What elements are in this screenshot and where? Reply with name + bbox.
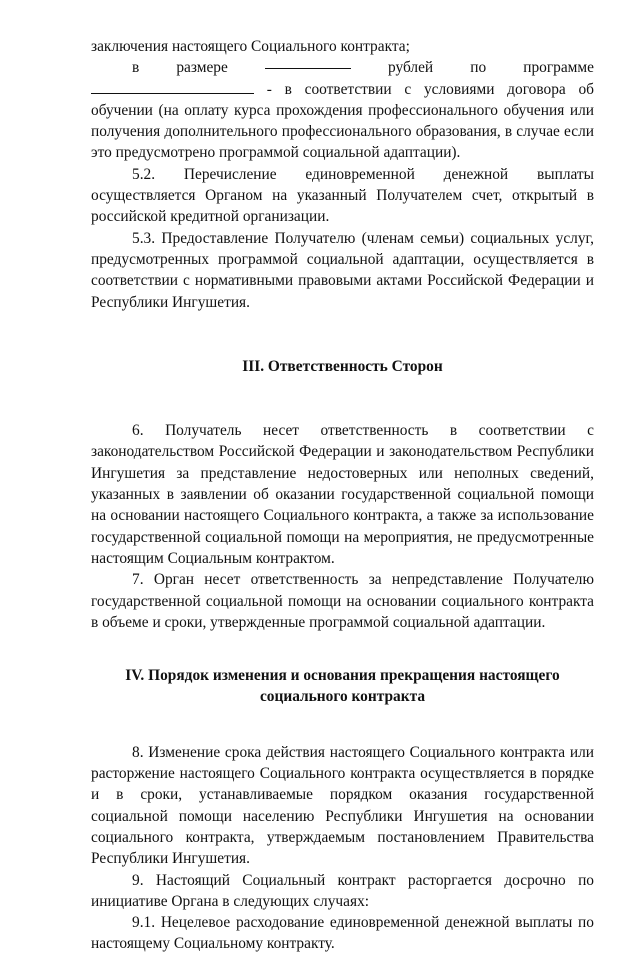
section-heading-4-line-1: IV. Порядок изменения и основания прекращения настоящего — [125, 667, 560, 685]
program-blank-field — [91, 79, 254, 94]
paragraph-5-3: 5.3. Предоставление Получателю (членам семьи) социальных услуг, предусмотренных программой социальной адаптации, осуществляется в соответствии с нормативными правовыми актами Российской Федерации и Республики Ингушетия. — [91, 229, 594, 311]
word-rubley: рублей — [387, 59, 434, 77]
amount-blank-field — [265, 54, 351, 69]
program-line-text: - в соответствии с условиями договора об — [254, 80, 594, 98]
paragraph-training: обучении (на оплату курса прохождения профессионального обучения или получения дополнительного профессионального образования, в случае если это предусмотрено программой социальной адаптации). — [91, 101, 594, 162]
paragraph-9: 9. Настоящий Социальный контракт расторгается досрочно по инициативе Органа в следующих случаях: — [91, 871, 594, 910]
word-po: по — [470, 59, 487, 77]
section-heading-4-line-2: социального контракта — [259, 688, 426, 706]
word-v: в — [132, 59, 140, 77]
section-heading-3: III. Ответственность Сторон — [242, 357, 443, 375]
paragraph-5-2: 5.2. Перечисление единовременной денежной выплаты осуществляется Органом на указанный Получателем счет, открытый в российской кредитной организации. — [91, 165, 594, 226]
paragraph-line-contract-conclusion: заключения настоящего Социального контракта; — [91, 38, 410, 55]
paragraph-8: 8. Изменение срока действия настоящего Социального контракта или расторжение настоящего Социального контракта осуществляется в порядке и в сроки, устанавливаемые порядком оказания государственной социальной помощи населению Республики Ингушетия на основании социального контракта, утверждаемым постановлением Правительства Республики Ингушетия. — [91, 743, 594, 868]
program-line — [91, 79, 594, 100]
amount-line — [91, 57, 594, 78]
paragraph-7: 7. Орган несет ответственность за непредставление Получателю государственной социальной помощи на основании социального контракта в объеме и сроки, утвержденные программой социальной адаптации. — [91, 571, 594, 631]
paragraph-6: 6. Получатель несет ответственность в соответствии с законодательством Российской Федерации и законодательством Республики Ингушетия за представление недостоверных или неполных сведений, указанных в заявлении об оказании государственной социальной помощи на основании настоящего Социального контракта, а также за использование государственной социальной помощи на мероприятия, не предусмотренные настоящим Социальным контрактом. — [91, 422, 594, 567]
paragraph-9-1: 9.1. Нецелевое расходование единовременной денежной выплаты по настоящему Социальному контракту. — [91, 914, 594, 953]
word-programme: программе — [523, 59, 594, 77]
word-razmere: размере — [176, 59, 228, 77]
